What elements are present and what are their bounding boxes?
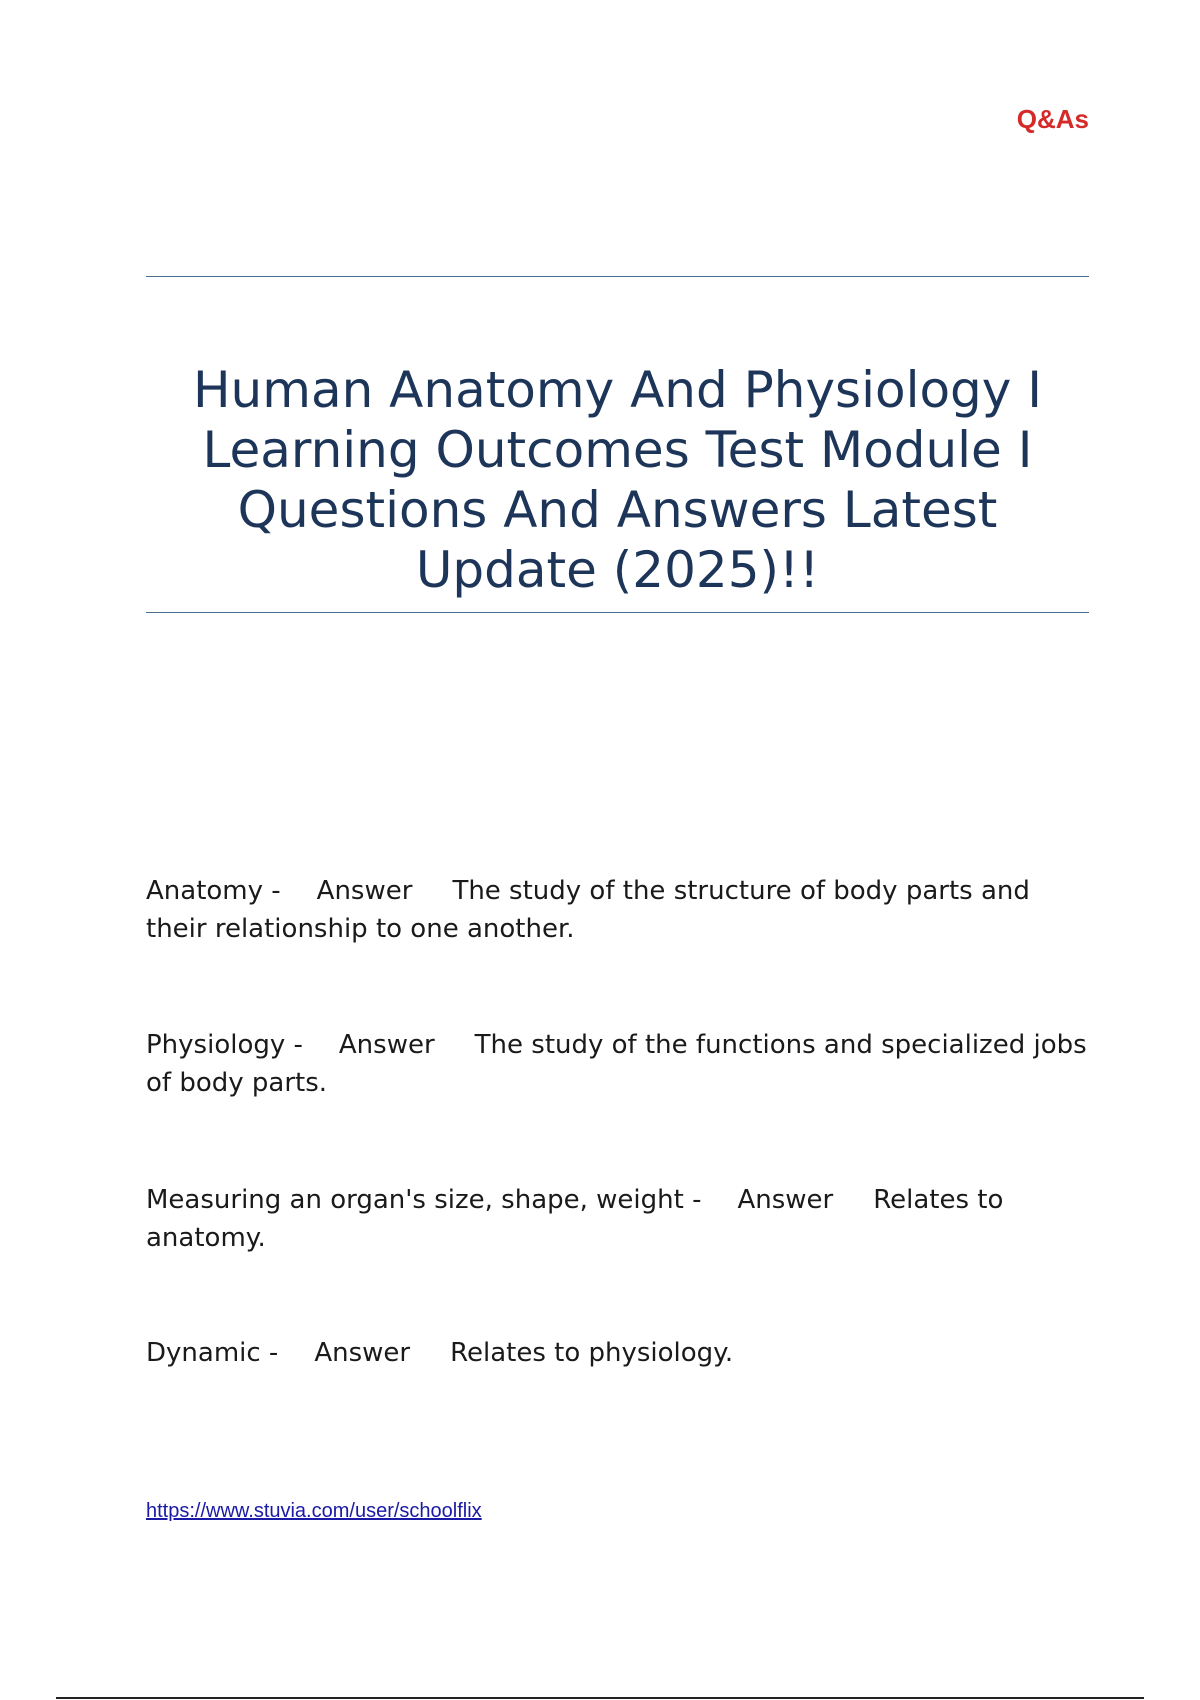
- qa-item: [146, 1026, 1089, 1102]
- qa-term: Anatomy -: [146, 876, 281, 906]
- title-bottom-rule: [146, 612, 1089, 613]
- qa-item: [146, 1181, 1089, 1257]
- qa-term: Measuring an organ's size, shape, weight -: [146, 1185, 702, 1215]
- footer-rule: [56, 1697, 1144, 1699]
- qa-answer-label: Answer: [316, 876, 413, 906]
- qa-answer-label: Answer: [737, 1185, 834, 1215]
- qa-item: [146, 1334, 1089, 1372]
- document-title: Human Anatomy And Physiology I Learning Outcomes Test Module I Questions And Answers Latest Update (2025)!!: [192, 361, 1043, 599]
- qa-answer-label: Answer: [338, 1030, 435, 1060]
- qa-answer: The study of the functions and specialized jobs of body parts.: [146, 1030, 1087, 1098]
- qa-answer: Relates to physiology.: [450, 1338, 734, 1368]
- qa-term: Physiology -: [146, 1030, 303, 1060]
- qa-answer: Relates to anatomy.: [146, 1185, 1004, 1253]
- qa-term: Dynamic -: [146, 1338, 279, 1368]
- qa-answer: The study of the structure of body parts and their relationship to one another.: [146, 876, 1030, 944]
- qa-answer-label: Answer: [314, 1338, 411, 1368]
- source-link[interactable]: https://www.stuvia.com/user/schoolflix: [146, 1500, 482, 1522]
- title-top-rule: [146, 276, 1089, 277]
- header-tag: Q&As: [1016, 104, 1089, 134]
- qa-item: [146, 872, 1089, 948]
